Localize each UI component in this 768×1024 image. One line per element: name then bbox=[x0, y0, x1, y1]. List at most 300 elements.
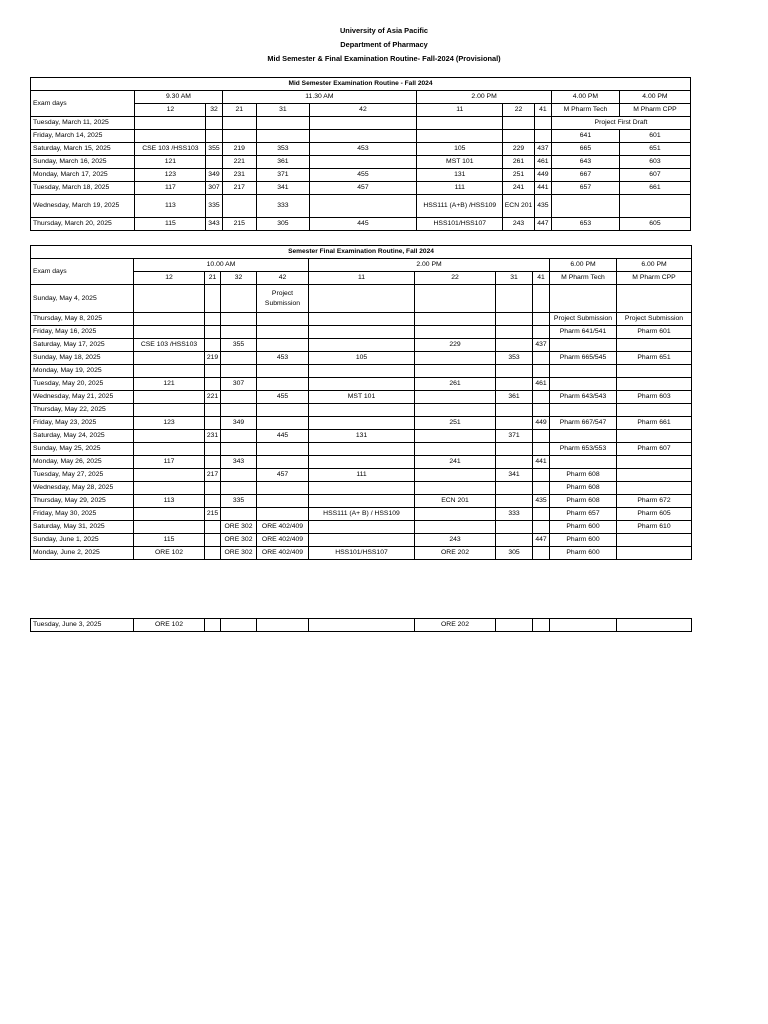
exam-cell bbox=[617, 456, 692, 469]
exam-cell bbox=[617, 378, 692, 391]
table-row bbox=[31, 117, 691, 130]
exam-cell: 349 bbox=[206, 169, 222, 182]
exam-cell: ORE 302 bbox=[221, 534, 257, 547]
final-slot-1800-tech: 6.00 PM bbox=[550, 259, 617, 272]
exam-cell: ECN 201 bbox=[503, 195, 534, 218]
exam-cell: MST 101 bbox=[309, 391, 415, 404]
exam-cell bbox=[221, 285, 257, 313]
exam-cell: Pharm 653/553 bbox=[550, 443, 617, 456]
exam-cell: Project Submission bbox=[257, 285, 309, 313]
exam-cell: Pharm 600 bbox=[550, 534, 617, 547]
exam-cell bbox=[415, 430, 496, 443]
exam-cell: 353 bbox=[257, 143, 310, 156]
exam-cell bbox=[415, 508, 496, 521]
table-row bbox=[31, 352, 692, 365]
exam-cell bbox=[257, 378, 309, 391]
exam-cell: 437 bbox=[534, 143, 551, 156]
exam-cell: 115 bbox=[135, 218, 206, 231]
exam-cell: HSS111 (A+B) /HSS109 bbox=[417, 195, 503, 218]
exam-cell bbox=[415, 404, 496, 417]
exam-cell bbox=[309, 339, 415, 352]
exam-cell bbox=[309, 313, 415, 326]
exam-cell: 355 bbox=[206, 143, 222, 156]
table-row bbox=[31, 417, 692, 430]
exam-cell bbox=[533, 352, 550, 365]
exam-cell bbox=[134, 404, 205, 417]
exam-cell: 305 bbox=[496, 547, 533, 560]
final-slot-1000: 10.00 AM bbox=[134, 259, 309, 272]
exam-day: Saturday, May 17, 2025 bbox=[31, 339, 134, 352]
exam-cell bbox=[415, 352, 496, 365]
exam-cell bbox=[533, 547, 550, 560]
exam-cell: 457 bbox=[309, 182, 416, 195]
document-header bbox=[0, 24, 768, 66]
exam-cell bbox=[134, 482, 205, 495]
exam-cell bbox=[309, 443, 415, 456]
exam-day: Monday, June 2, 2025 bbox=[31, 547, 134, 560]
exam-cell: Pharm 643/543 bbox=[550, 391, 617, 404]
exam-cell bbox=[309, 495, 415, 508]
col-header: 41 bbox=[534, 104, 551, 117]
exam-cell: ECN 201 bbox=[415, 495, 496, 508]
exam-cell bbox=[257, 117, 310, 130]
exam-day: Friday, May 16, 2025 bbox=[31, 326, 134, 339]
exam-cell bbox=[221, 619, 257, 632]
table-row bbox=[31, 169, 691, 182]
exam-cell bbox=[205, 365, 221, 378]
exam-cell: Pharm 600 bbox=[550, 547, 617, 560]
exam-cell: 603 bbox=[619, 156, 690, 169]
exam-cell bbox=[415, 313, 496, 326]
exam-cell: Pharm 601 bbox=[617, 326, 692, 339]
exam-day: Monday, May 19, 2025 bbox=[31, 365, 134, 378]
exam-cell bbox=[550, 430, 617, 443]
exam-cell: 341 bbox=[257, 182, 310, 195]
exam-cell bbox=[257, 508, 309, 521]
table-row bbox=[31, 521, 692, 534]
exam-cell: 215 bbox=[205, 508, 221, 521]
exam-cell bbox=[617, 285, 692, 313]
exam-cell bbox=[221, 404, 257, 417]
exam-day: Wednesday, May 21, 2025 bbox=[31, 391, 134, 404]
exam-cell bbox=[257, 495, 309, 508]
exam-cell bbox=[134, 326, 205, 339]
exam-cell: 229 bbox=[415, 339, 496, 352]
exam-cell bbox=[257, 326, 309, 339]
exam-cell: 437 bbox=[533, 339, 550, 352]
exam-cell bbox=[417, 117, 503, 130]
exam-cell bbox=[533, 619, 550, 632]
final-exam-days-label: Exam days bbox=[31, 259, 134, 285]
exam-cell bbox=[205, 534, 221, 547]
table-row bbox=[31, 326, 692, 339]
table-row bbox=[31, 313, 692, 326]
exam-day: Monday, May 26, 2025 bbox=[31, 456, 134, 469]
department-name: Department of Pharmacy bbox=[340, 40, 428, 49]
exam-cell: 105 bbox=[309, 352, 415, 365]
table-row bbox=[31, 143, 691, 156]
exam-cell bbox=[134, 352, 205, 365]
exam-cell bbox=[222, 117, 256, 130]
exam-day: Thursday, March 20, 2025 bbox=[31, 218, 135, 231]
final-table-title: Semester Final Examination Routine, Fall 2024 bbox=[31, 246, 692, 259]
exam-cell: ORE 202 bbox=[415, 547, 496, 560]
exam-cell bbox=[417, 130, 503, 143]
exam-cell: 353 bbox=[496, 352, 533, 365]
exam-cell bbox=[257, 130, 310, 143]
exam-cell bbox=[309, 534, 415, 547]
col-header: 12 bbox=[135, 104, 206, 117]
exam-cell: 121 bbox=[134, 378, 205, 391]
exam-cell: 641 bbox=[551, 130, 619, 143]
exam-cell bbox=[206, 117, 222, 130]
col-header: 11 bbox=[417, 104, 503, 117]
exam-cell bbox=[309, 326, 415, 339]
exam-cell bbox=[206, 156, 222, 169]
exam-cell: 461 bbox=[534, 156, 551, 169]
exam-cell: 343 bbox=[221, 456, 257, 469]
exam-cell: 371 bbox=[496, 430, 533, 443]
exam-cell bbox=[415, 521, 496, 534]
exam-cell bbox=[205, 326, 221, 339]
exam-cell bbox=[533, 391, 550, 404]
exam-cell bbox=[134, 313, 205, 326]
exam-cell bbox=[617, 365, 692, 378]
table-row bbox=[31, 508, 692, 521]
exam-day: Tuesday, June 3, 2025 bbox=[31, 619, 134, 632]
exam-day: Wednesday, March 19, 2025 bbox=[31, 195, 135, 218]
exam-day: Sunday, May 4, 2025 bbox=[31, 285, 134, 313]
exam-cell: ORE 202 bbox=[415, 619, 496, 632]
exam-cell: 307 bbox=[221, 378, 257, 391]
table-row bbox=[31, 456, 692, 469]
exam-cell: MST 101 bbox=[417, 156, 503, 169]
col-header: 31 bbox=[496, 272, 533, 285]
exam-cell: 435 bbox=[533, 495, 550, 508]
exam-day: Friday, May 30, 2025 bbox=[31, 508, 134, 521]
exam-cell bbox=[496, 326, 533, 339]
exam-cell: 461 bbox=[533, 378, 550, 391]
exam-cell: 117 bbox=[134, 456, 205, 469]
exam-cell: 333 bbox=[496, 508, 533, 521]
exam-cell bbox=[134, 521, 205, 534]
exam-cell bbox=[221, 326, 257, 339]
exam-cell bbox=[617, 482, 692, 495]
exam-cell bbox=[205, 521, 221, 534]
exam-cell bbox=[221, 508, 257, 521]
exam-cell bbox=[134, 443, 205, 456]
exam-cell: 121 bbox=[135, 156, 206, 169]
table-row bbox=[31, 430, 692, 443]
exam-cell: Pharm 651 bbox=[617, 352, 692, 365]
exam-cell bbox=[257, 365, 309, 378]
exam-cell bbox=[533, 313, 550, 326]
exam-cell bbox=[309, 195, 416, 218]
exam-cell bbox=[309, 482, 415, 495]
table-row bbox=[31, 218, 691, 231]
exam-cell: 221 bbox=[205, 391, 221, 404]
final-table-body bbox=[31, 285, 692, 560]
exam-cell bbox=[135, 130, 206, 143]
exam-cell: 453 bbox=[257, 352, 309, 365]
exam-cell: CSE 103 /HSS103 bbox=[135, 143, 206, 156]
exam-cell: 307 bbox=[206, 182, 222, 195]
table-row bbox=[31, 443, 692, 456]
exam-cell: 651 bbox=[619, 143, 690, 156]
exam-cell bbox=[496, 482, 533, 495]
exam-cell: ORE 402/409 bbox=[257, 547, 309, 560]
table-row bbox=[31, 130, 691, 143]
exam-day: Saturday, May 24, 2025 bbox=[31, 430, 134, 443]
exam-day: Tuesday, May 27, 2025 bbox=[31, 469, 134, 482]
exam-cell bbox=[551, 195, 619, 218]
exam-cell bbox=[496, 339, 533, 352]
exam-cell: Pharm 600 bbox=[550, 521, 617, 534]
exam-cell: ORE 402/409 bbox=[257, 534, 309, 547]
exam-cell bbox=[222, 130, 256, 143]
exam-cell bbox=[134, 391, 205, 404]
exam-cell bbox=[221, 482, 257, 495]
exam-cell bbox=[257, 482, 309, 495]
exam-cell: Pharm 641/541 bbox=[550, 326, 617, 339]
exam-cell bbox=[257, 619, 309, 632]
exam-cell bbox=[309, 130, 416, 143]
col-header: 11 bbox=[309, 272, 415, 285]
exam-cell: 447 bbox=[534, 218, 551, 231]
exam-cell bbox=[533, 508, 550, 521]
exam-cell bbox=[550, 339, 617, 352]
extra-exam-row-table bbox=[30, 618, 692, 632]
exam-cell: 335 bbox=[206, 195, 222, 218]
exam-cell: 221 bbox=[222, 156, 256, 169]
exam-cell bbox=[496, 534, 533, 547]
exam-cell: 231 bbox=[205, 430, 221, 443]
exam-cell bbox=[617, 547, 692, 560]
final-slot-1400: 2.00 PM bbox=[309, 259, 550, 272]
final-slot-1800-cpp: 6.00 PM bbox=[617, 259, 692, 272]
exam-cell bbox=[134, 430, 205, 443]
exam-cell: Pharm 608 bbox=[550, 482, 617, 495]
exam-cell bbox=[221, 365, 257, 378]
exam-cell bbox=[205, 313, 221, 326]
exam-cell: ORE 302 bbox=[221, 521, 257, 534]
exam-cell: 229 bbox=[503, 143, 534, 156]
exam-cell: Pharm 603 bbox=[617, 391, 692, 404]
table-row bbox=[31, 534, 692, 547]
exam-cell bbox=[309, 365, 415, 378]
exam-cell: 305 bbox=[257, 218, 310, 231]
col-header: 22 bbox=[503, 104, 534, 117]
exam-cell: 453 bbox=[309, 143, 416, 156]
exam-cell: 445 bbox=[257, 430, 309, 443]
exam-cell bbox=[550, 619, 617, 632]
final-exam-table bbox=[30, 245, 692, 560]
exam-cell bbox=[415, 443, 496, 456]
exam-cell: 261 bbox=[503, 156, 534, 169]
exam-cell bbox=[496, 495, 533, 508]
exam-cell bbox=[496, 378, 533, 391]
exam-cell: 657 bbox=[551, 182, 619, 195]
mid-table-body bbox=[31, 117, 691, 231]
col-header: 31 bbox=[257, 104, 310, 117]
exam-cell bbox=[533, 443, 550, 456]
exam-cell bbox=[533, 404, 550, 417]
table-row bbox=[31, 285, 692, 313]
exam-cell: 261 bbox=[415, 378, 496, 391]
exam-cell: 445 bbox=[309, 218, 416, 231]
col-header: M Pharm CPP bbox=[617, 272, 692, 285]
table-row bbox=[31, 404, 692, 417]
exam-cell: 661 bbox=[619, 182, 690, 195]
exam-cell bbox=[309, 619, 415, 632]
exam-cell: 113 bbox=[134, 495, 205, 508]
exam-cell bbox=[221, 469, 257, 482]
exam-cell: 123 bbox=[135, 169, 206, 182]
table-row bbox=[31, 482, 692, 495]
exam-cell: 215 bbox=[222, 218, 256, 231]
exam-cell bbox=[550, 285, 617, 313]
exam-cell: ORE 102 bbox=[134, 547, 205, 560]
exam-cell bbox=[134, 508, 205, 521]
table-row bbox=[31, 365, 692, 378]
exam-cell bbox=[533, 365, 550, 378]
exam-day: Tuesday, May 20, 2025 bbox=[31, 378, 134, 391]
exam-cell bbox=[496, 285, 533, 313]
exam-cell: ORE 302 bbox=[221, 547, 257, 560]
exam-cell: 607 bbox=[619, 169, 690, 182]
exam-cell: 349 bbox=[221, 417, 257, 430]
exam-cell: 449 bbox=[533, 417, 550, 430]
exam-cell bbox=[134, 365, 205, 378]
col-header: 42 bbox=[309, 104, 416, 117]
exam-cell: Project Submission bbox=[617, 313, 692, 326]
exam-day: Thursday, May 29, 2025 bbox=[31, 495, 134, 508]
exam-cell bbox=[205, 482, 221, 495]
exam-cell bbox=[309, 378, 415, 391]
exam-day: Sunday, June 1, 2025 bbox=[31, 534, 134, 547]
exam-day: Saturday, March 15, 2025 bbox=[31, 143, 135, 156]
table-row bbox=[31, 547, 692, 560]
exam-cell: 117 bbox=[135, 182, 206, 195]
exam-cell bbox=[496, 365, 533, 378]
exam-cell: 455 bbox=[257, 391, 309, 404]
exam-cell: 441 bbox=[534, 182, 551, 195]
exam-cell bbox=[617, 469, 692, 482]
exam-cell: ORE 402/409 bbox=[257, 521, 309, 534]
exam-cell bbox=[309, 521, 415, 534]
exam-day: Wednesday, May 28, 2025 bbox=[31, 482, 134, 495]
table-row bbox=[31, 378, 692, 391]
exam-cell bbox=[496, 417, 533, 430]
exam-cell: 241 bbox=[503, 182, 534, 195]
exam-cell: 241 bbox=[415, 456, 496, 469]
col-header: 32 bbox=[206, 104, 222, 117]
exam-cell: Pharm 608 bbox=[550, 469, 617, 482]
exam-cell: 361 bbox=[496, 391, 533, 404]
exam-cell: 447 bbox=[533, 534, 550, 547]
exam-cell bbox=[415, 482, 496, 495]
exam-cell bbox=[496, 619, 533, 632]
exam-cell bbox=[496, 521, 533, 534]
exam-cell: 335 bbox=[221, 495, 257, 508]
col-header: M Pharm Tech bbox=[550, 272, 617, 285]
exam-cell bbox=[134, 469, 205, 482]
exam-cell bbox=[415, 365, 496, 378]
exam-cell: 457 bbox=[257, 469, 309, 482]
table-row bbox=[31, 469, 692, 482]
exam-cell bbox=[205, 619, 221, 632]
exam-day: Saturday, May 31, 2025 bbox=[31, 521, 134, 534]
exam-cell bbox=[205, 456, 221, 469]
exam-day: Thursday, May 8, 2025 bbox=[31, 313, 134, 326]
exam-cell: 217 bbox=[205, 469, 221, 482]
exam-cell bbox=[503, 130, 534, 143]
col-header: 22 bbox=[415, 272, 496, 285]
exam-cell: 251 bbox=[503, 169, 534, 182]
col-header: 42 bbox=[257, 272, 309, 285]
mid-slot-1600-cpp: 4.00 PM bbox=[619, 91, 690, 104]
exam-cell: 667 bbox=[551, 169, 619, 182]
exam-cell bbox=[503, 117, 534, 130]
exam-cell: Pharm 608 bbox=[550, 495, 617, 508]
exam-cell bbox=[550, 365, 617, 378]
exam-cell bbox=[415, 469, 496, 482]
table-row bbox=[31, 182, 691, 195]
table-row bbox=[31, 339, 692, 352]
exam-cell: Pharm 607 bbox=[617, 443, 692, 456]
mid-table-title: Mid Semester Examination Routine - Fall 2024 bbox=[31, 78, 691, 91]
exam-cell bbox=[496, 456, 533, 469]
exam-day: Thursday, May 22, 2025 bbox=[31, 404, 134, 417]
exam-cell bbox=[496, 443, 533, 456]
exam-cell: 219 bbox=[222, 143, 256, 156]
exam-cell: 219 bbox=[205, 352, 221, 365]
exam-cell bbox=[415, 285, 496, 313]
exam-cell: HSS101/HSS107 bbox=[417, 218, 503, 231]
exam-cell: 105 bbox=[417, 143, 503, 156]
exam-day: Tuesday, March 18, 2025 bbox=[31, 182, 135, 195]
exam-cell: 643 bbox=[551, 156, 619, 169]
exam-cell: Project Submission bbox=[550, 313, 617, 326]
table-row bbox=[31, 391, 692, 404]
exam-cell: Pharm 665/545 bbox=[550, 352, 617, 365]
exam-cell: HSS111 (A+ B) / HSS109 bbox=[309, 508, 415, 521]
exam-cell bbox=[221, 313, 257, 326]
exam-cell bbox=[222, 195, 256, 218]
table-row bbox=[31, 156, 691, 169]
exam-cell bbox=[206, 130, 222, 143]
mid-slot-1130: 11.30 AM bbox=[222, 91, 417, 104]
exam-cell bbox=[617, 339, 692, 352]
col-header: 41 bbox=[533, 272, 550, 285]
exam-cell bbox=[135, 117, 206, 130]
mid-semester-table bbox=[30, 77, 691, 231]
table-row bbox=[31, 619, 692, 632]
exam-cell: Pharm 610 bbox=[617, 521, 692, 534]
exam-cell bbox=[205, 339, 221, 352]
exam-cell: HSS101/HSS107 bbox=[309, 547, 415, 560]
exam-cell bbox=[205, 547, 221, 560]
exam-day: Sunday, March 16, 2025 bbox=[31, 156, 135, 169]
exam-cell bbox=[617, 404, 692, 417]
exam-cell bbox=[533, 326, 550, 339]
exam-cell bbox=[534, 130, 551, 143]
exam-cell bbox=[205, 285, 221, 313]
exam-cell bbox=[257, 456, 309, 469]
exam-cell bbox=[205, 443, 221, 456]
exam-cell: Pharm 657 bbox=[550, 508, 617, 521]
exam-cell: Pharm 605 bbox=[617, 508, 692, 521]
